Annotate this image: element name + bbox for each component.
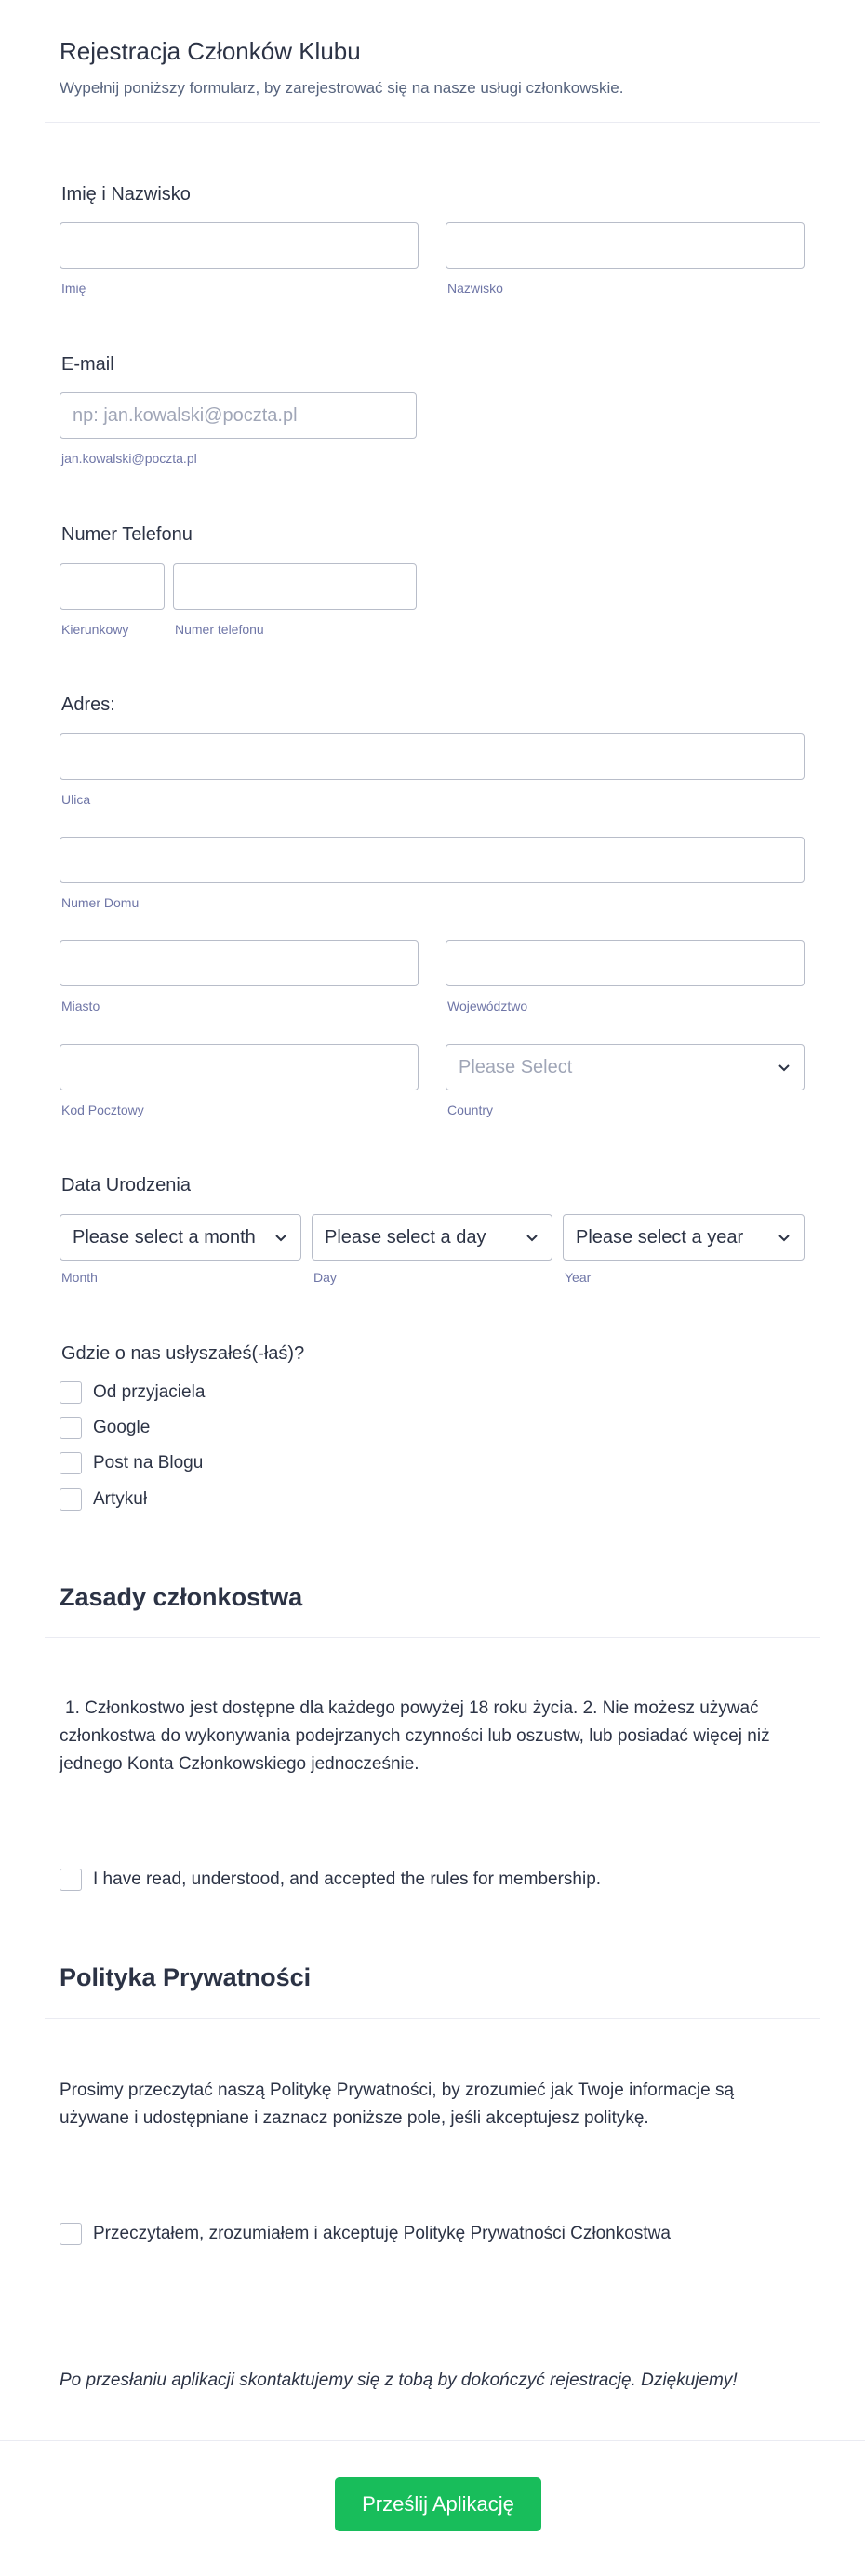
rules-accept-label: I have read, understood, and accepted the rules for membership.	[93, 1869, 602, 1889]
submit-button[interactable]: Prześlij Aplikację	[335, 2477, 541, 2531]
country-select-value: Please Select	[459, 1056, 573, 1077]
area-code-input[interactable]	[60, 563, 165, 610]
birth-month-sublabel: Month	[61, 1270, 98, 1285]
header-divider	[45, 122, 820, 123]
first-name-sublabel: Imię	[61, 281, 86, 296]
privacy-divider	[45, 2018, 820, 2019]
email-input[interactable]	[60, 392, 417, 439]
phone-number-input[interactable]	[173, 563, 417, 610]
last-name-sublabel: Nazwisko	[447, 281, 503, 296]
referral-option-google[interactable]	[60, 1417, 150, 1439]
page-subtitle: Wypełnij poniższy formularz, by zarejestrować się na nasze usługi członkowskie.	[60, 79, 624, 97]
referral-option-friend[interactable]	[60, 1381, 205, 1404]
privacy-accept-checkbox[interactable]	[60, 2223, 82, 2245]
birth-month-value: Please select a month	[73, 1226, 256, 1248]
chevron-down-icon	[777, 1060, 792, 1075]
chevron-down-icon	[525, 1230, 539, 1245]
birth-day-sublabel: Day	[313, 1270, 337, 1285]
chevron-down-icon	[777, 1230, 792, 1245]
rules-accept-checkbox[interactable]	[60, 1869, 82, 1891]
option-label: Google	[93, 1418, 151, 1437]
state-input[interactable]	[446, 940, 805, 986]
checkbox[interactable]	[60, 1488, 82, 1511]
checkbox[interactable]	[60, 1381, 82, 1404]
privacy-text: Prosimy przeczytać naszą Politykę Prywatności, by zrozumieć jak Twoje informacje są używane i udostępniane i zaznacz poniższe pole, jeśli akceptujesz politykę.	[60, 2081, 735, 2128]
privacy-accept-row[interactable]	[60, 2223, 671, 2245]
rules-accept-row[interactable]	[60, 1869, 601, 1891]
street-input[interactable]	[60, 733, 805, 780]
referral-label: Gdzie o nas usłyszałeś(-łaś)?	[61, 1343, 305, 1364]
birth-day-select[interactable]	[312, 1214, 552, 1261]
birthdate-label: Data Urodzenia	[61, 1175, 191, 1196]
option-label: Post na Blogu	[93, 1453, 204, 1473]
referral-option-blog[interactable]	[60, 1452, 203, 1474]
email-label: E-mail	[61, 354, 114, 375]
option-label: Artykuł	[93, 1489, 148, 1509]
option-label: Od przyjaciela	[93, 1382, 206, 1402]
checkbox[interactable]	[60, 1452, 82, 1474]
rules-text: 1. Członkostwo jest dostępne dla każdego powyżej 18 roku życia. 2. Nie możesz używać członkostwa do wykonywania podejrzanych czynności lub oszustw, lub posiadać więcej niż jednego Konta Członkowskiego jednocześnie.	[60, 1698, 770, 1774]
city-input[interactable]	[60, 940, 419, 986]
house-number-sublabel: Numer Domu	[61, 895, 140, 910]
birth-month-select[interactable]	[60, 1214, 301, 1261]
name-label: Imię i Nazwisko	[61, 184, 191, 205]
house-number-input[interactable]	[60, 837, 805, 883]
street-sublabel: Ulica	[61, 792, 91, 807]
birth-year-select[interactable]	[563, 1214, 805, 1261]
referral-option-article[interactable]	[60, 1488, 147, 1511]
privacy-accept-label: Przeczytałem, zrozumiałem i akceptuję Politykę Prywatności Członkostwa	[93, 2224, 671, 2243]
rules-divider	[45, 1637, 820, 1638]
privacy-heading: Polityka Prywatności	[60, 1963, 312, 1991]
first-name-input[interactable]	[60, 222, 419, 269]
birth-day-value: Please select a day	[325, 1226, 486, 1248]
state-sublabel: Województwo	[447, 998, 528, 1013]
postal-code-input[interactable]	[60, 1044, 419, 1090]
address-label: Adres:	[61, 694, 115, 715]
last-name-input[interactable]	[446, 222, 805, 269]
rules-heading: Zasady członkostwa	[60, 1583, 303, 1611]
phone-number-sublabel: Numer telefonu	[175, 622, 264, 637]
footer-divider	[0, 2440, 865, 2441]
city-sublabel: Miasto	[61, 998, 100, 1013]
email-sublabel: jan.kowalski@poczta.pl	[61, 451, 197, 466]
closing-note: Po przesłaniu aplikacji skontaktujemy się z tobą by dokończyć rejestrację. Dziękujemy!	[60, 2371, 738, 2390]
chevron-down-icon	[273, 1230, 288, 1245]
checkbox[interactable]	[60, 1417, 82, 1439]
country-sublabel: Country	[447, 1103, 494, 1117]
birth-year-value: Please select a year	[576, 1226, 744, 1248]
area-code-sublabel: Kierunkowy	[61, 622, 129, 637]
phone-label: Numer Telefonu	[61, 524, 193, 545]
country-select[interactable]	[446, 1044, 805, 1090]
birth-year-sublabel: Year	[565, 1270, 592, 1285]
page-title: Rejestracja Członków Klubu	[60, 37, 361, 65]
postal-code-sublabel: Kod Pocztowy	[61, 1103, 144, 1117]
